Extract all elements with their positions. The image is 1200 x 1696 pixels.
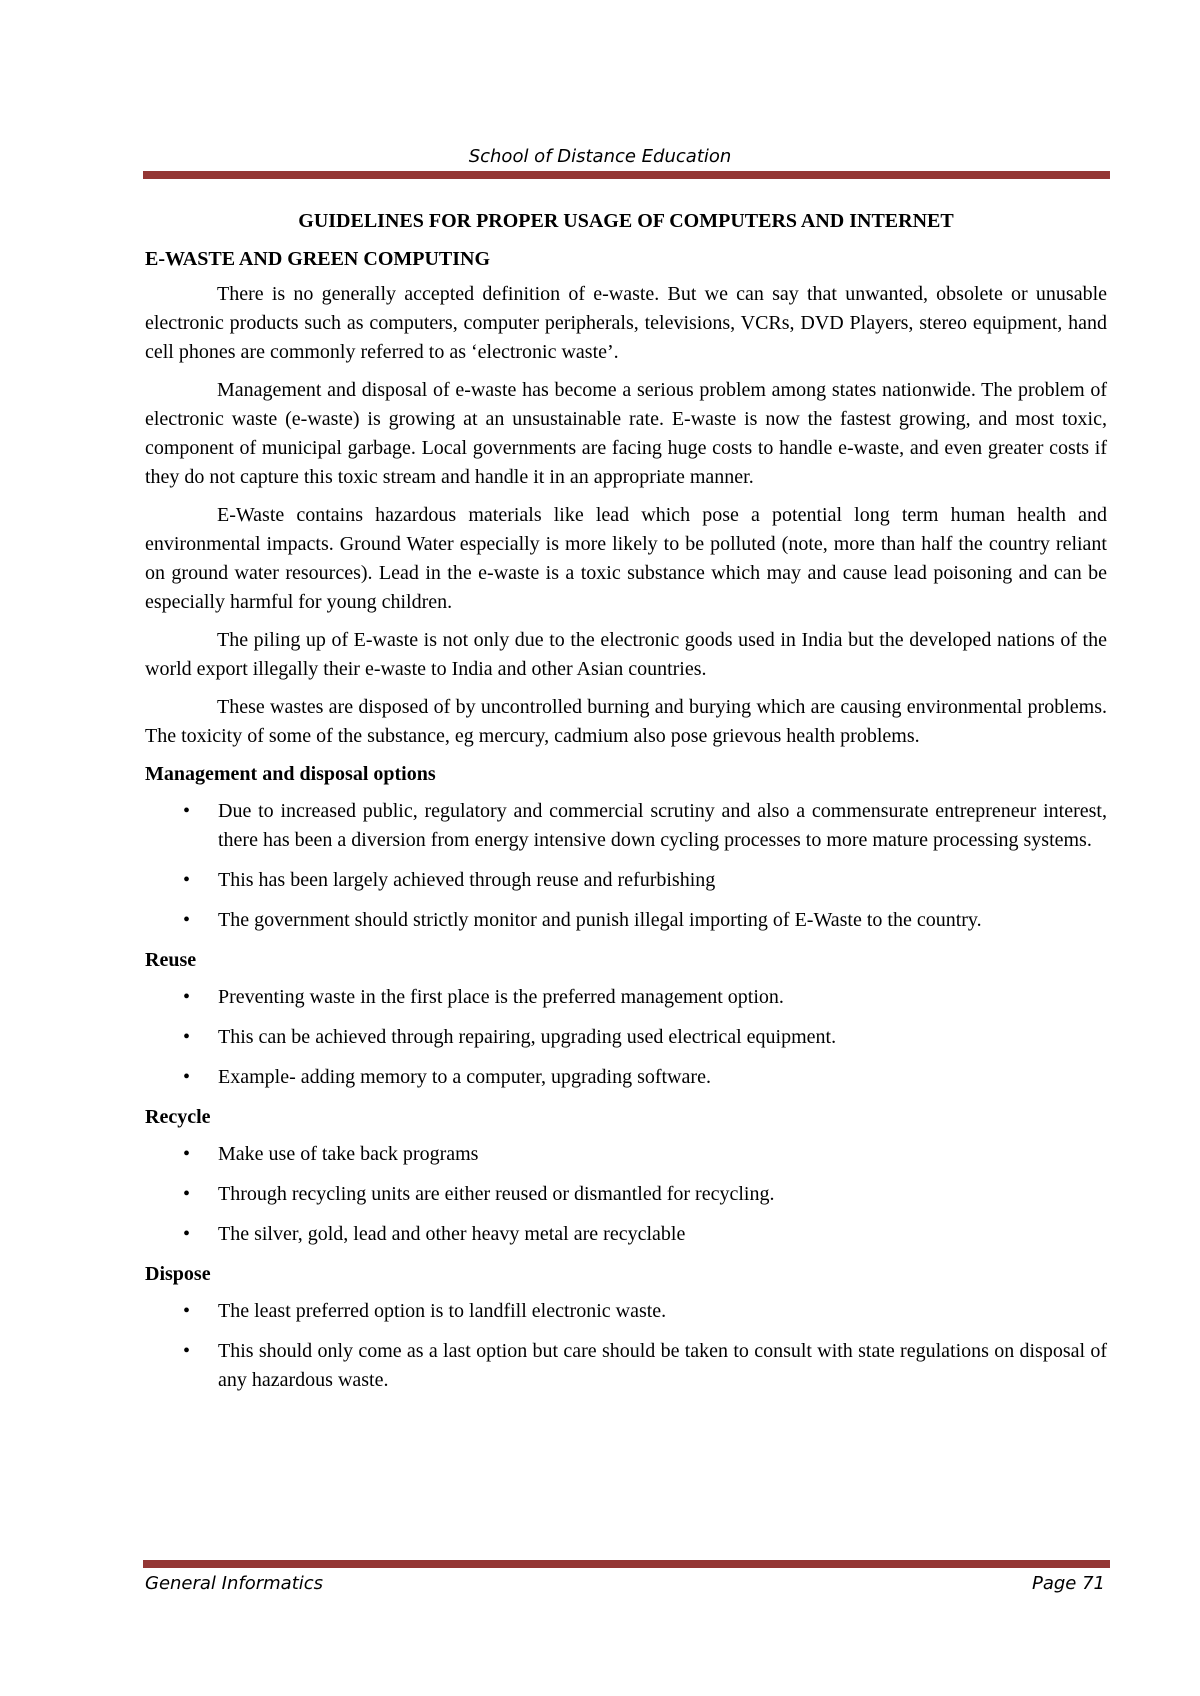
- paragraph: The piling up of E-waste is not only due to the electronic goods used in India but the developed nations of the world export illegally their e-waste to India and other Asian countries.: [145, 629, 1107, 680]
- list-item-text: Preventing waste in the first place is the preferred management option.: [218, 986, 784, 1008]
- list-item-text: Make use of take back programs: [218, 1143, 479, 1165]
- list-item: [145, 1337, 1107, 1395]
- list-item-text: This should only come as a last option but care should be taken to consult with state regulations on disposal of any hazardous waste.: [218, 1340, 1107, 1391]
- bullet-icon: •: [183, 1066, 191, 1088]
- list-item: [145, 1297, 1107, 1326]
- footer-rule: [143, 1560, 1110, 1568]
- header-rule: [143, 171, 1110, 179]
- footer-page-number: Page 71: [1031, 1573, 1105, 1594]
- bullet-icon: •: [183, 909, 191, 931]
- bullet-list-management: [145, 797, 1107, 935]
- subheading-dispose: Dispose: [145, 1263, 211, 1285]
- subheading-reuse: Reuse: [145, 949, 197, 971]
- list-item-text: The least preferred option is to landfill electronic waste.: [218, 1300, 667, 1322]
- list-item: [145, 906, 1107, 935]
- list-item: [145, 1220, 1107, 1249]
- subheading-recycle: Recycle: [145, 1106, 211, 1128]
- list-item-text: Due to increased public, regulatory and commercial scrutiny and also a commensurate entrepreneur interest, there has been a diversion from energy intensive down cycling processes to more mature processing systems.: [218, 800, 1107, 851]
- bullet-icon: •: [183, 1026, 191, 1048]
- bullet-icon: •: [183, 800, 191, 822]
- list-item-text: This has been largely achieved through reuse and refurbishing: [218, 869, 716, 891]
- list-item-text: The silver, gold, lead and other heavy metal are recyclable: [218, 1223, 686, 1245]
- paragraph: E-Waste contains hazardous materials like lead which pose a potential long term human health and environmental impacts. Ground Water especially is more likely to be polluted (note, more than half the country reliant on ground water resources). Lead in the e-waste is a toxic substance which may and cause lead poisoning and can be especially harmful for young children.: [145, 504, 1107, 613]
- page-header: School of Distance Education: [468, 146, 732, 167]
- list-item: [145, 1023, 1107, 1052]
- list-item-text: Example- adding memory to a computer, upgrading software.: [218, 1066, 711, 1088]
- document-title: GUIDELINES FOR PROPER USAGE OF COMPUTERS AND INTERNET: [298, 210, 954, 232]
- list-item: [145, 797, 1107, 855]
- list-item: [145, 1063, 1107, 1092]
- bullet-list-recycle: [145, 1140, 1107, 1249]
- list-item: [145, 1140, 1107, 1169]
- page-content: [145, 207, 1107, 1406]
- section-title: E-WASTE AND GREEN COMPUTING: [145, 248, 491, 270]
- list-item-text: This can be achieved through repairing, upgrading used electrical equipment.: [218, 1026, 837, 1048]
- bullet-icon: •: [183, 1340, 191, 1362]
- bullet-icon: •: [183, 1223, 191, 1245]
- bullet-icon: •: [183, 869, 191, 891]
- bullet-icon: •: [183, 1300, 191, 1322]
- paragraph: There is no generally accepted definition of e-waste. But we can say that unwanted, obsolete or unusable electronic products such as computers, computer peripherals, televisions, VCRs, DVD Players, stereo equipment, hand cell phones are commonly referred to as ‘electronic waste’.: [145, 283, 1107, 363]
- paragraph: Management and disposal of e-waste has become a serious problem among states nationwide. The problem of electronic waste (e-waste) is growing at an unsustainable rate. E-waste is now the fastest growing, and most toxic, component of municipal garbage. Local governments are facing huge costs to handle e-waste, and even greater costs if they do not capture this toxic stream and handle it in an appropriate manner.: [145, 379, 1107, 488]
- bullet-icon: •: [183, 1183, 191, 1205]
- bullet-list-dispose: [145, 1297, 1107, 1395]
- paragraph: These wastes are disposed of by uncontrolled burning and burying which are causing environmental problems. The toxicity of some of the substance, eg mercury, cadmium also pose grievous health problems.: [145, 696, 1107, 747]
- subheading-management: Management and disposal options: [145, 763, 436, 785]
- bullet-icon: •: [183, 986, 191, 1008]
- list-item: [145, 1180, 1107, 1209]
- bullet-list-reuse: [145, 983, 1107, 1092]
- bullet-icon: •: [183, 1143, 191, 1165]
- list-item-text: Through recycling units are either reused or dismantled for recycling.: [218, 1183, 775, 1205]
- list-item: [145, 866, 1107, 895]
- list-item-text: The government should strictly monitor and punish illegal importing of E-Waste to the country.: [218, 909, 982, 931]
- footer-course-name: General Informatics: [145, 1573, 324, 1594]
- list-item: [145, 983, 1107, 1012]
